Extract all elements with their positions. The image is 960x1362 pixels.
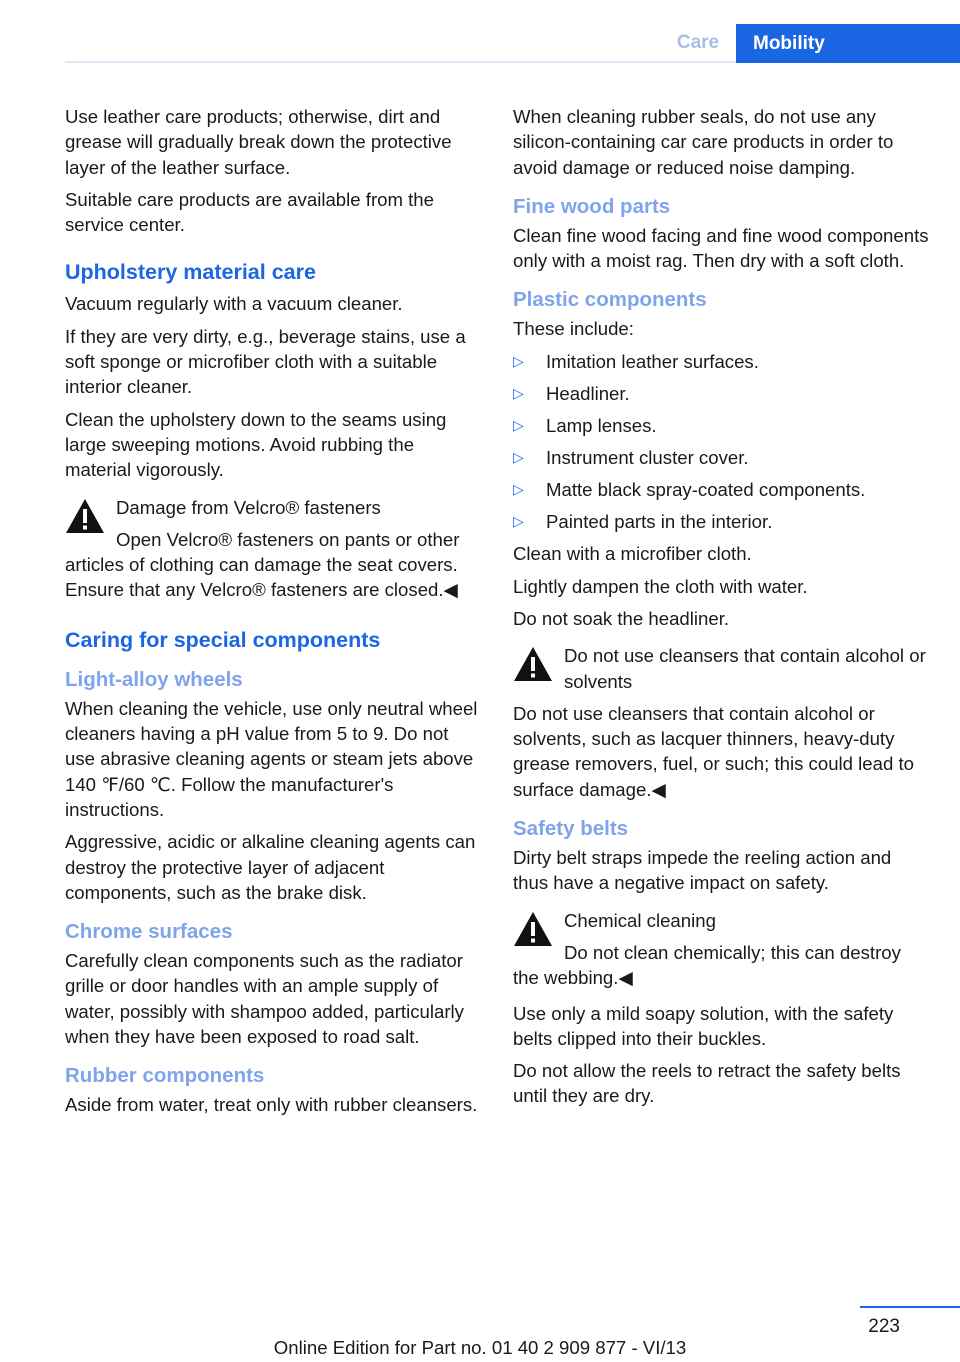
safety-belts-heading: Safety belts — [513, 817, 629, 841]
bullet-triangle-icon: ▷ — [513, 449, 524, 466]
warning-title: Damage from Velcro® fasteners — [116, 496, 381, 518]
warning-body: Do not clean chemically; this can destroy the webbing.◀ — [513, 941, 901, 989]
warning-alcohol — [513, 643, 931, 802]
upholstery-paragraph-3: Clean the upholstery down to the seams using large sweeping motions. Avoid rubbing the material vigorously. — [65, 408, 447, 481]
list-item-text: Matte black spray-coated components. — [546, 479, 866, 501]
list-item — [513, 413, 931, 438]
alloy-wheels-heading: Light-alloy wheels — [65, 667, 243, 691]
list-item-text: Headliner. — [546, 382, 630, 404]
bullet-triangle-icon: ▷ — [513, 481, 524, 498]
tab-mobility[interactable]: Mobility — [736, 24, 960, 63]
bullet-triangle-icon: ▷ — [513, 513, 524, 530]
warning-velcro — [65, 495, 483, 603]
chrome-heading: Chrome surfaces — [65, 920, 233, 944]
list-item-text: Painted parts in the interior. — [546, 511, 773, 533]
leather-care-paragraph: Use leather care products; otherwise, dirt and grease will gradually break down the protective layer of the leather surface. — [65, 106, 452, 178]
upholstery-paragraph-1: Vacuum regularly with a vacuum cleaner. — [65, 293, 403, 315]
list-item — [513, 445, 931, 470]
alloy-paragraph-1: When cleaning the vehicle, use only neutral wheel cleaners having a pH value from 5 to 9. Do not use abrasive cleaning agents or steam jets above 140 ℉/60 ℃. Follow the manufacturer's instructions. — [65, 697, 478, 820]
warning-triangle-icon — [513, 646, 553, 682]
plastic-intro: These include: — [513, 318, 634, 340]
warning-chemical — [513, 908, 931, 991]
plastic-list — [513, 349, 931, 535]
list-item — [513, 381, 931, 406]
warning-body: Do not use cleansers that contain alcohol or solvents, such as lacquer thinners, heavy-duty grease removers, fuel, or such; this could lead to surface damage.◀ — [513, 702, 915, 800]
belts-paragraph-1: Dirty belt straps impede the reeling action and thus have a negative impact on safety. — [513, 847, 892, 894]
special-components-heading: Caring for special components — [65, 627, 381, 652]
page-number-rule — [860, 1306, 960, 1308]
warning-title: Do not use cleansers that contain alcohol or solvents — [564, 645, 926, 692]
rubber-paragraph: Aside from water, treat only with rubber cleansers. — [65, 1094, 478, 1116]
list-item — [513, 477, 931, 502]
warning-body: Open Velcro® fasteners on pants or other articles of clothing can damage the seat covers. Ensure that any Velcro® fasteners are closed.◀ — [65, 528, 460, 601]
wood-paragraph: Clean fine wood facing and fine wood components only with a moist rag. Then dry with a soft cloth. — [513, 224, 929, 272]
belts-paragraph-2: Use only a mild soapy solution, with the safety belts clipped into their buckles. — [513, 1002, 894, 1049]
list-item-text: Lamp lenses. — [546, 414, 657, 436]
right-column — [513, 104, 931, 1116]
edition-footer: Online Edition for Part no. 01 40 2 909 877 - VI/13 — [273, 1337, 687, 1358]
list-item-text: Instrument cluster cover. — [546, 447, 749, 469]
warning-title: Chemical cleaning — [564, 909, 716, 931]
warning-triangle-icon — [65, 498, 105, 534]
warning-triangle-icon — [513, 911, 553, 947]
tab-care[interactable]: Care — [660, 24, 736, 61]
list-item — [513, 349, 931, 374]
bullet-triangle-icon: ▷ — [513, 352, 524, 369]
bullet-triangle-icon: ▷ — [513, 416, 524, 433]
rubber-seals-paragraph: When cleaning rubber seals, do not use any silicon-containing car care products in order to avoid damage or reduced noise damping. — [513, 106, 894, 178]
upholstery-heading: Upholstery material care — [65, 260, 316, 285]
wood-heading: Fine wood parts — [513, 194, 671, 218]
alloy-paragraph-2: Aggressive, acidic or alkaline cleaning agents can destroy the protective layer of adjacent components, such as the brake disk. — [65, 831, 476, 903]
belts-paragraph-3: Do not allow the reels to retract the safety belts until they are dry. — [513, 1060, 901, 1107]
left-column — [65, 104, 483, 1125]
rubber-heading: Rubber components — [65, 1064, 265, 1088]
page-number: 223 — [868, 1316, 900, 1337]
plastic-heading: Plastic components — [513, 288, 707, 312]
bullet-triangle-icon: ▷ — [513, 384, 524, 401]
list-item-text: Imitation leather surfaces. — [546, 350, 759, 372]
plastic-paragraph-4: Do not soak the headliner. — [513, 607, 730, 629]
list-item — [513, 509, 931, 534]
plastic-paragraph-3: Lightly dampen the cloth with water. — [513, 575, 808, 597]
upholstery-paragraph-2: If they are very dirty, e.g., beverage stains, use a soft sponge or microfiber cloth with a suitable interior cleaner. — [65, 325, 466, 398]
care-products-paragraph: Suitable care products are available from the service center. — [65, 188, 434, 236]
chrome-paragraph: Carefully clean components such as the radiator grille or door handles with an ample supply of water, possibly with shampoo added, particularly when they have been exposed to road salt. — [65, 950, 464, 1048]
plastic-paragraph-2: Clean with a microfiber cloth. — [513, 543, 752, 565]
